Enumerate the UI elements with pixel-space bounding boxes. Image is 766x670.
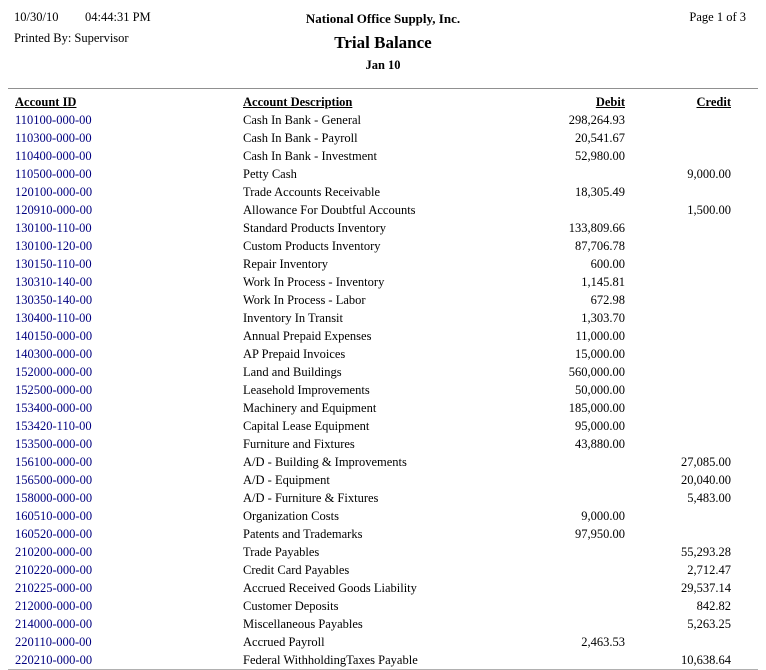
account-description: Accrued Payroll [243, 634, 325, 649]
account-id-link[interactable]: 156500-000-00 [15, 472, 93, 487]
credit-amount: 20,040.00 [681, 472, 731, 487]
table-row [8, 327, 758, 345]
table-row [8, 201, 758, 219]
account-description: Cash In Bank - Payroll [243, 130, 358, 145]
account-id-link[interactable]: 140300-000-00 [15, 346, 93, 361]
debit-amount: 95,000.00 [575, 418, 625, 433]
table-row [8, 525, 758, 543]
account-description: Furniture and Fixtures [243, 436, 355, 451]
account-id-link[interactable]: 160510-000-00 [15, 508, 93, 523]
credit-amount [633, 507, 758, 525]
debit-amount: 15,000.00 [575, 346, 625, 361]
account-description: Patents and Trademarks [243, 526, 363, 541]
credit-amount: 2,712.47 [687, 562, 731, 577]
account-description: Custom Products Inventory [243, 238, 381, 253]
credit-amount: 5,483.00 [687, 490, 731, 505]
account-description: Work In Process - Labor [243, 292, 366, 307]
header-line-1 [8, 10, 758, 30]
credit-amount [633, 633, 758, 651]
table-row [8, 561, 758, 579]
table-row [8, 543, 758, 561]
debit-amount: 185,000.00 [568, 400, 625, 415]
table-row [8, 111, 758, 129]
account-id-link[interactable]: 220210-000-00 [15, 652, 93, 667]
debit-amount [520, 579, 633, 597]
account-id-link[interactable]: 130150-110-00 [15, 256, 92, 271]
table-row [8, 345, 758, 363]
account-id-link[interactable]: 140150-000-00 [15, 328, 93, 343]
account-id-link[interactable]: 220110-000-00 [15, 634, 92, 649]
account-description: Petty Cash [243, 166, 297, 181]
debit-amount: 43,880.00 [575, 436, 625, 451]
debit-amount: 11,000.00 [575, 328, 625, 343]
account-description: Allowance For Doubtful Accounts [243, 202, 416, 217]
table-row [8, 399, 758, 417]
debit-amount [520, 453, 633, 471]
credit-amount: 842.82 [696, 598, 731, 613]
header-debit: Debit [595, 94, 625, 109]
account-id-link[interactable]: 120100-000-00 [15, 184, 93, 199]
report-time: 04:44:31 PM [85, 10, 151, 24]
table-row [8, 381, 758, 399]
credit-amount: 9,000.00 [687, 166, 731, 181]
debit-amount [520, 561, 633, 579]
debit-amount: 20,541.67 [575, 130, 625, 145]
header-line-2 [8, 30, 758, 56]
debit-amount: 133,809.66 [568, 220, 625, 235]
debit-amount [520, 615, 633, 633]
credit-amount [633, 111, 758, 129]
report-table-body [8, 111, 758, 670]
account-id-link[interactable]: 212000-000-00 [15, 598, 93, 613]
table-row [8, 255, 758, 273]
debit-amount [520, 489, 633, 507]
credit-amount [633, 417, 758, 435]
table-row [8, 273, 758, 291]
credit-amount [633, 273, 758, 291]
account-id-link[interactable]: 158000-000-00 [15, 490, 93, 505]
credit-amount [633, 255, 758, 273]
report-header [8, 10, 758, 76]
table-row [8, 615, 758, 633]
credit-amount [633, 327, 758, 345]
account-description: Accrued Received Goods Liability [243, 580, 417, 595]
account-description: Federal WithholdingTaxes Payable [243, 652, 418, 667]
table-row [8, 363, 758, 381]
header-account-id: Account ID [15, 94, 77, 109]
account-id-link[interactable]: 110100-000-00 [15, 112, 92, 127]
table-row [8, 417, 758, 435]
credit-amount [633, 399, 758, 417]
account-description: Trade Payables [243, 544, 320, 559]
account-description: Inventory In Transit [243, 310, 343, 325]
account-id-link[interactable]: 210220-000-00 [15, 562, 93, 577]
account-id-link[interactable]: 210225-000-00 [15, 580, 93, 595]
account-description: Trade Accounts Receivable [243, 184, 380, 199]
header-credit: Credit [696, 94, 731, 109]
table-row [8, 471, 758, 489]
debit-amount: 1,145.81 [581, 274, 625, 289]
account-id-link[interactable]: 130100-110-00 [15, 220, 92, 235]
account-description: Capital Lease Equipment [243, 418, 370, 433]
account-id-link[interactable]: 153500-000-00 [15, 436, 93, 451]
debit-amount [520, 651, 633, 670]
account-id-link[interactable]: 153400-000-00 [15, 400, 93, 415]
debit-amount: 87,706.78 [575, 238, 625, 253]
table-row [8, 129, 758, 147]
account-description: Annual Prepaid Expenses [243, 328, 372, 343]
account-id-link[interactable]: 110500-000-00 [15, 166, 92, 181]
credit-amount: 10,638.64 [681, 652, 731, 667]
table-header-row [8, 89, 758, 111]
debit-amount [520, 165, 633, 183]
table-row [8, 147, 758, 165]
account-description: Credit Card Payables [243, 562, 350, 577]
credit-amount [633, 525, 758, 543]
page-indicator: Page 1 of 3 [689, 10, 746, 24]
account-description: A/D - Equipment [243, 472, 330, 487]
credit-amount: 1,500.00 [687, 202, 731, 217]
credit-amount [633, 183, 758, 201]
report-title: Trial Balance [334, 33, 432, 52]
debit-amount: 600.00 [590, 256, 625, 271]
company-name: National Office Supply, Inc. [305, 11, 461, 26]
debit-amount: 1,303.70 [581, 310, 625, 325]
account-id-link[interactable]: 110300-000-00 [15, 130, 92, 145]
account-id-link[interactable]: 153420-110-00 [15, 418, 92, 433]
account-description: Leasehold Improvements [243, 382, 370, 397]
header-left [14, 10, 151, 25]
account-description: Miscellaneous Payables [243, 616, 363, 631]
account-id-link[interactable]: 130100-120-00 [15, 238, 93, 253]
credit-amount [633, 147, 758, 165]
account-id-link[interactable]: 156100-000-00 [15, 454, 93, 469]
account-id-link[interactable]: 120910-000-00 [15, 202, 93, 217]
account-description: A/D - Building & Improvements [243, 454, 407, 469]
debit-amount: 9,000.00 [581, 508, 625, 523]
table-row [8, 489, 758, 507]
credit-amount [633, 291, 758, 309]
credit-amount [633, 129, 758, 147]
table-row [8, 291, 758, 309]
account-description: Machinery and Equipment [243, 400, 377, 415]
account-description: AP Prepaid Invoices [243, 346, 346, 361]
credit-amount [633, 237, 758, 255]
debit-amount: 672.98 [590, 292, 625, 307]
table-row [8, 309, 758, 327]
account-id-link[interactable]: 214000-000-00 [15, 616, 93, 631]
account-id-link[interactable]: 152500-000-00 [15, 382, 93, 397]
debit-amount: 52,980.00 [575, 148, 625, 163]
account-id-link[interactable]: 110400-000-00 [15, 148, 92, 163]
credit-amount: 55,293.28 [681, 544, 731, 559]
debit-amount: 560,000.00 [568, 364, 625, 379]
account-description: Cash In Bank - General [243, 112, 362, 127]
debit-amount: 18,305.49 [575, 184, 625, 199]
table-row [8, 579, 758, 597]
table-row [8, 507, 758, 525]
credit-amount [633, 219, 758, 237]
table-row [8, 651, 758, 670]
table-row [8, 597, 758, 615]
table-row [8, 183, 758, 201]
table-row [8, 237, 758, 255]
credit-amount [633, 381, 758, 399]
debit-amount: 2,463.53 [581, 634, 625, 649]
debit-amount [520, 471, 633, 489]
credit-amount [633, 363, 758, 381]
credit-amount: 5,263.25 [687, 616, 731, 631]
account-id-link[interactable]: 130400-110-00 [15, 310, 92, 325]
credit-amount: 27,085.00 [681, 454, 731, 469]
table-row [8, 633, 758, 651]
account-description: Organization Costs [243, 508, 339, 523]
debit-amount [520, 597, 633, 615]
report-period: Jan 10 [365, 58, 401, 72]
account-description: Work In Process - Inventory [243, 274, 385, 289]
header-account-description: Account Description [243, 94, 353, 109]
table-row [8, 219, 758, 237]
credit-amount [633, 435, 758, 453]
account-id-link[interactable]: 152000-000-00 [15, 364, 93, 379]
table-row [8, 165, 758, 183]
table-row [8, 453, 758, 471]
account-description: A/D - Furniture & Fixtures [243, 490, 379, 505]
trial-balance-table [8, 88, 758, 670]
credit-amount [633, 309, 758, 327]
debit-amount [520, 201, 633, 219]
account-id-link[interactable]: 160520-000-00 [15, 526, 93, 541]
account-description: Land and Buildings [243, 364, 342, 379]
printed-by: Printed By: Supervisor [14, 31, 129, 45]
debit-amount [520, 543, 633, 561]
account-description: Standard Products Inventory [243, 220, 387, 235]
credit-amount: 29,537.14 [681, 580, 731, 595]
account-id-link[interactable]: 130310-140-00 [15, 274, 93, 289]
debit-amount: 50,000.00 [575, 382, 625, 397]
account-id-link[interactable]: 210200-000-00 [15, 544, 93, 559]
debit-amount: 97,950.00 [575, 526, 625, 541]
account-description: Cash In Bank - Investment [243, 148, 378, 163]
debit-amount: 298,264.93 [568, 112, 625, 127]
credit-amount [633, 345, 758, 363]
account-description: Repair Inventory [243, 256, 329, 271]
report-date: 10/30/10 [14, 10, 59, 24]
account-id-link[interactable]: 130350-140-00 [15, 292, 93, 307]
account-description: Customer Deposits [243, 598, 339, 613]
table-row [8, 435, 758, 453]
